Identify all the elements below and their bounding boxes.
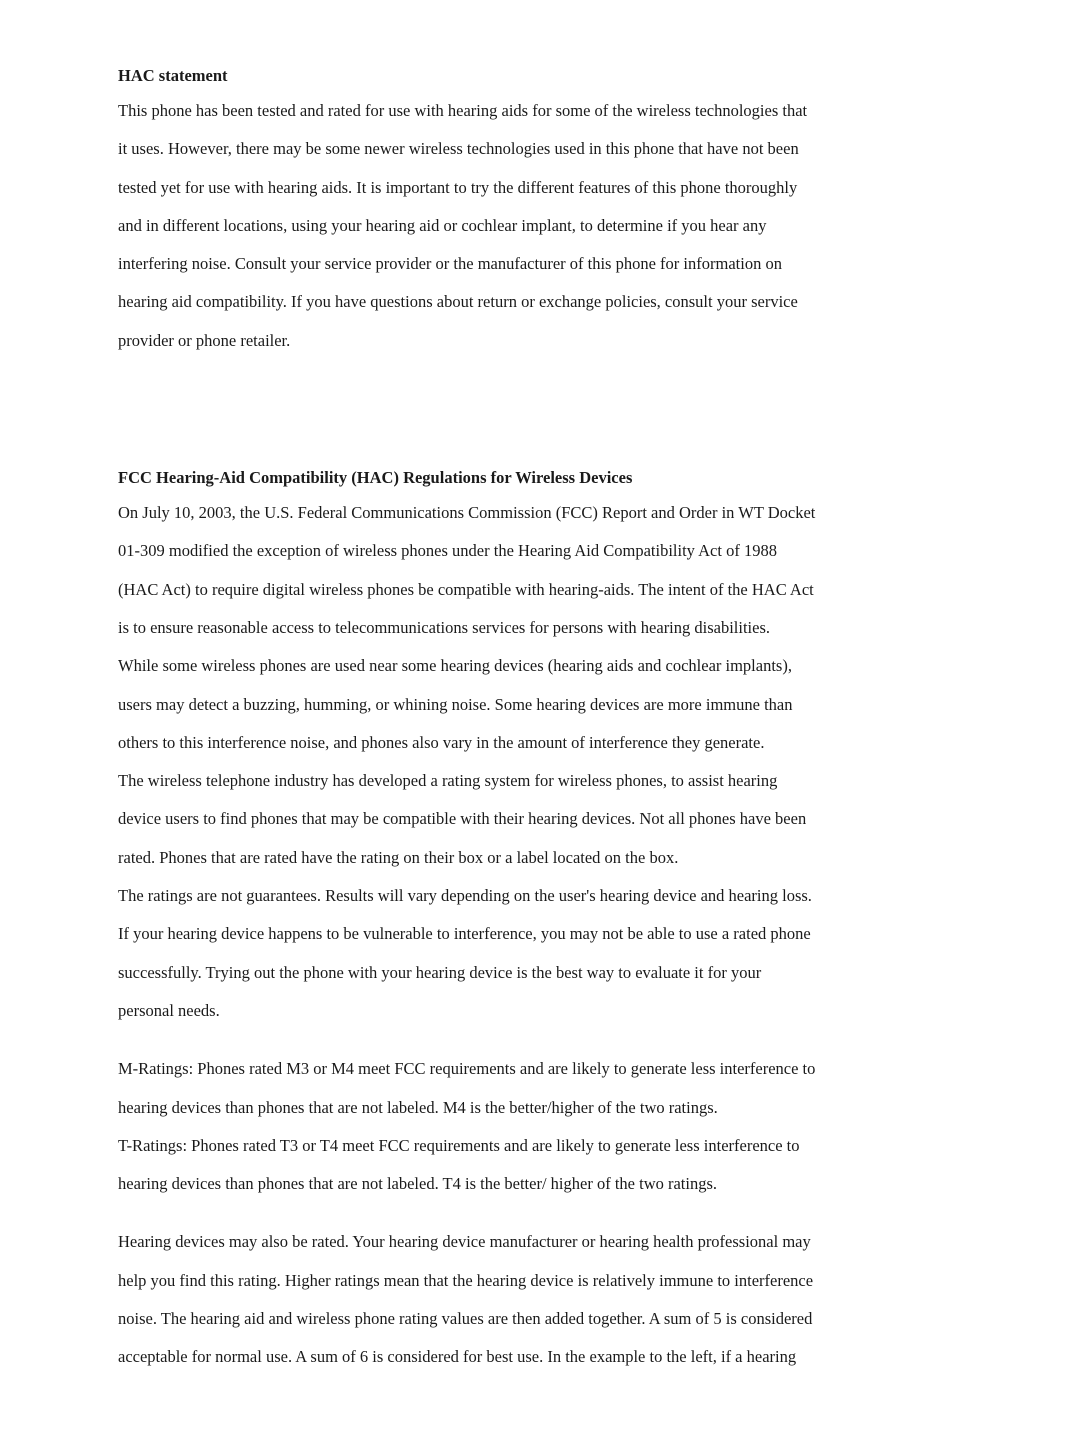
hac-statement-heading: HAC statement: [118, 66, 228, 85]
text-line: Hearing devices may also be rated. Your hearing device manufacturer or hearing health professional may: [118, 1232, 811, 1252]
document-page: [118, 62, 970, 1377]
text-line: noise. The hearing aid and wireless phone rating values are then added together. A sum of 5 is considered: [118, 1309, 813, 1329]
hac-statement-section: [118, 62, 970, 360]
text-line: While some wireless phones are used near some hearing devices (hearing aids and cochlear implants),: [118, 656, 792, 676]
text-line: provider or phone retailer.: [118, 330, 291, 350]
fcc-regulations-heading: FCC Hearing-Aid Compatibility (HAC) Regulations for Wireless Devices: [118, 468, 633, 488]
text-line: tested yet for use with hearing aids. It is important to try the different features of this phone thoroughly: [118, 177, 798, 197]
text-line: interfering noise. Consult your service provider or the manufacturer of this phone for information on: [118, 254, 782, 274]
text-line: rated. Phones that are rated have the rating on their box or a label located on the box.: [118, 847, 679, 867]
text-line: On July 10, 2003, the U.S. Federal Communications Commission (FCC) Report and Order in WT Docket: [118, 503, 816, 523]
text-line: 01-309 modified the exception of wireless phones under the Hearing Aid Compatibility Act of 1988: [118, 541, 777, 561]
text-line: M-Ratings: Phones rated M3 or M4 meet FCC requirements and are likely to generate less interference to: [118, 1059, 816, 1079]
text-line: The ratings are not guarantees. Results will vary depending on the user's hearing device and hearing loss.: [118, 886, 812, 906]
text-line: device users to find phones that may be compatible with their hearing devices. Not all phones have been: [118, 809, 807, 829]
ratings-paragraph: [118, 1050, 970, 1203]
text-line: successfully. Trying out the phone with your hearing device is the best way to evaluate it for your: [118, 962, 762, 982]
text-line: hearing devices than phones that are not labeled. T4 is the better/ higher of the two ratings.: [118, 1174, 718, 1194]
text-line: help you find this rating. Higher ratings mean that the hearing device is relatively immune to interference: [118, 1270, 814, 1290]
text-line: This phone has been tested and rated for use with hearing aids for some of the wireless technologies that: [118, 101, 808, 120]
fcc-regulations-body: [118, 494, 970, 1030]
text-line: hearing devices than phones that are not labeled. M4 is the better/higher of the two ratings.: [118, 1097, 718, 1117]
text-line: personal needs.: [118, 1000, 220, 1020]
text-line: is to ensure reasonable access to telecommunications services for persons with hearing disabilities.: [118, 617, 771, 637]
text-line: If your hearing device happens to be vulnerable to interference, you may not be able to use a rated phone: [118, 924, 811, 944]
text-line: others to this interference noise, and phones also vary in the amount of interference they generate.: [118, 732, 765, 752]
text-line: it uses. However, there may be some newer wireless technologies used in this phone that have not been: [118, 139, 799, 159]
text-line: hearing aid compatibility. If you have questions about return or exchange policies, consult your service: [118, 292, 798, 312]
text-line: users may detect a buzzing, humming, or whining noise. Some hearing devices are more immune than: [118, 694, 793, 714]
text-line: acceptable for normal use. A sum of 6 is considered for best use. In the example to the left, if a hearing: [118, 1347, 797, 1367]
text-line: The wireless telephone industry has developed a rating system for wireless phones, to assist hearing: [118, 771, 778, 791]
text-line: and in different locations, using your hearing aid or cochlear implant, to determine if you hear any: [118, 215, 767, 235]
hearing-devices-paragraph: [118, 1223, 970, 1376]
fcc-regulations-section: [118, 464, 970, 1030]
hac-statement-body: [118, 92, 970, 360]
text-line: T-Ratings: Phones rated T3 or T4 meet FCC requirements and are likely to generate less interference to: [118, 1135, 800, 1155]
text-line: (HAC Act) to require digital wireless phones be compatible with hearing-aids. The intent of the HAC Act: [118, 579, 814, 599]
